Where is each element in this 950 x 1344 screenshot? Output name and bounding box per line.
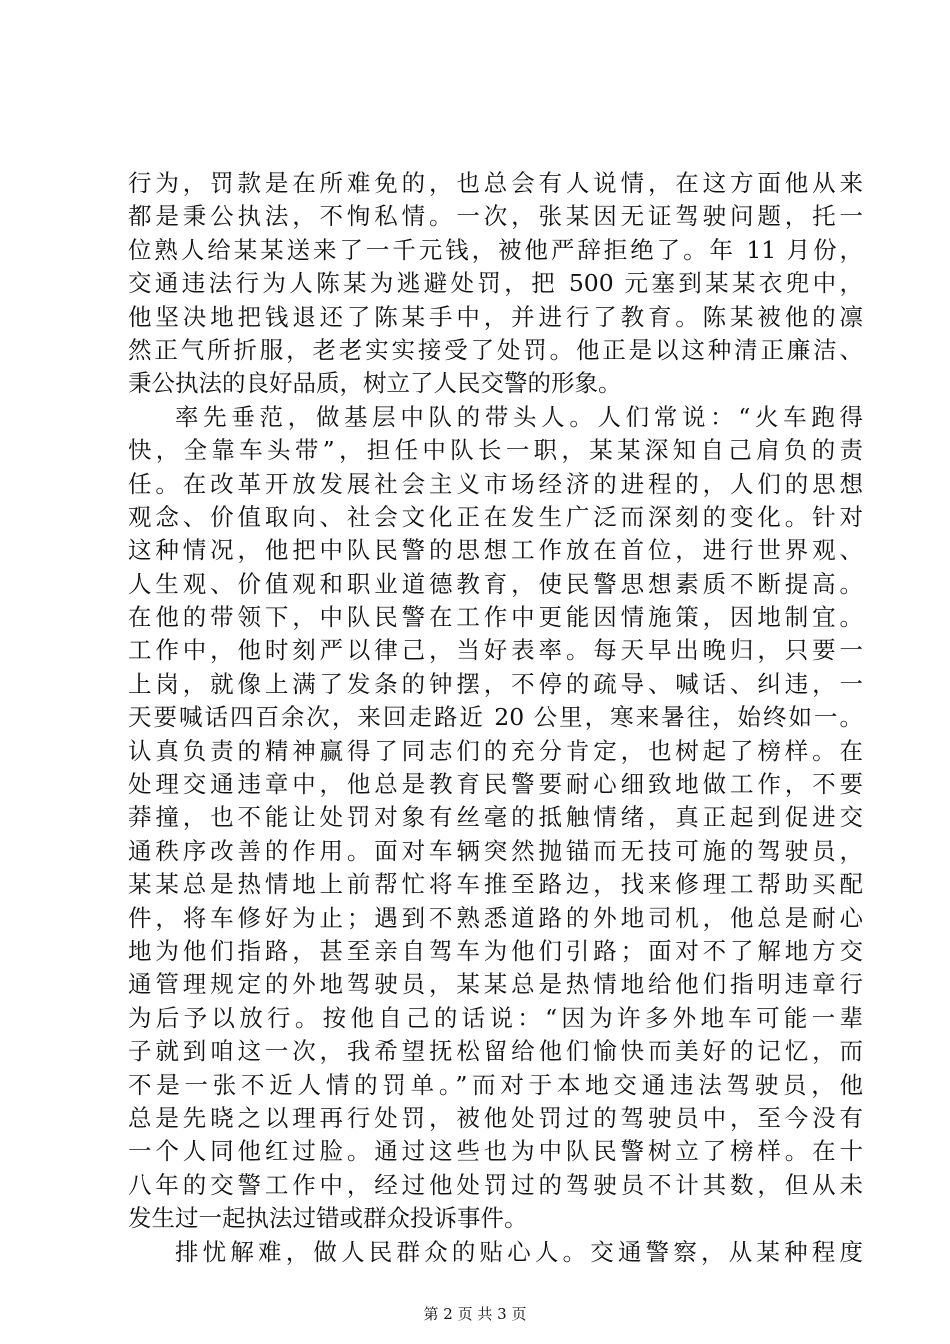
text-line: 总是先晓之以理再行处罚，被他处罚过的驾驶员中，至今没有	[128, 1103, 863, 1132]
text-line: 发生过一起执法过错或群众投诉事件。	[128, 1204, 528, 1233]
text-line: 他坚决地把钱退还了陈某手中，并进行了教育。陈某被他的凛	[128, 302, 863, 331]
text-line: 八年的交警工作中，经过他处罚过的驾驶员不计其数，但从未	[128, 1170, 863, 1199]
document-body	[128, 167, 863, 1269]
text-line: 都是秉公执法，不恂私情。一次，张某因无证驾驶问题，托一	[128, 202, 863, 231]
text-line: 交通违法行为人陈某为逃避处罚，把 500 元塞到某某衣兜中，	[128, 269, 863, 298]
text-line: 然正气所折服，老老实实接受了处罚。他正是以这种清正廉洁、	[128, 335, 863, 364]
text-line: 认真负责的精神赢得了同志们的充分肯定，也树起了榜样。在	[128, 736, 863, 765]
text-line: 件，将车修好为止；遇到不熟悉道路的外地司机，他总是耐心	[128, 903, 863, 932]
text-line: 快，全靠车头带”，担任中队长一职，某某深知自己肩负的责	[128, 436, 863, 465]
text-line: 通管理规定的外地驾驶员，某某总是热情地给他们指明违章行	[128, 970, 863, 999]
text-line: 处理交通违章中，他总是教育民警要耐心细致地做工作，不要	[128, 770, 863, 799]
text-line: 任。在改革开放发展社会主义市场经济的进程的，人们的思想	[128, 469, 863, 498]
text-line: 工作中，他时刻严以律己，当好表率。每天早出晚归，只要一	[128, 636, 863, 665]
text-line: 为后予以放行。按他自己的话说：“因为许多外地车可能一辈	[128, 1003, 863, 1032]
text-line: 通秩序改善的作用。面对车辆突然抛锚而无技可施的驾驶员，	[128, 836, 863, 865]
text-line: 位熟人给某某送来了一千元钱，被他严辞拒绝了。年 11 月份，	[128, 235, 863, 264]
text-line: 在他的带领下，中队民警在工作中更能因情施策，因地制宜。	[128, 603, 863, 632]
text-line: 观念、价值取向、社会文化正在发生广泛而深刻的变化。针对	[128, 502, 863, 531]
text-line: 一个人同他红过脸。通过这些也为中队民警树立了榜样。在十	[128, 1137, 863, 1166]
text-line: 率先垂范，做基层中队的带头人。人们常说：“火车跑得	[175, 402, 863, 431]
text-line: 子就到咱这一次，我希望抚松留给他们愉快而美好的记忆，而	[128, 1037, 863, 1066]
text-line: 上岗，就像上满了发条的钟摆，不停的疏导、喊话、纠违，一	[128, 669, 863, 698]
page-footer: 第 2 页 共 3 页	[423, 1305, 527, 1323]
text-line: 某某总是热情地上前帮忙将车推至路边，找来修理工帮助买配	[128, 870, 863, 899]
text-line: 人生观、价值观和职业道德教育，使民警思想素质不断提高。	[128, 569, 863, 598]
text-line: 排忧解难，做人民群众的贴心人。交通警察，从某种程度	[175, 1237, 863, 1266]
text-line: 地为他们指路，甚至亲自驾车为他们引路；面对不了解地方交	[128, 936, 863, 965]
text-line: 天要喊话四百余次，来回走路近 20 公里，寒来暑往，始终如一。	[128, 703, 863, 732]
text-line: 行为，罚款是在所难免的，也总会有人说情，在这方面他从来	[128, 169, 863, 197]
text-line: 莽撞，也不能让处罚对象有丝毫的抵触情绪，真正起到促进交	[128, 803, 863, 832]
text-line: 不是一张不近人情的罚单。”而对于本地交通违法驾驶员，他	[128, 1070, 863, 1099]
text-line: 秉公执法的良好品质，树立了人民交警的形象。	[128, 369, 622, 398]
text-line: 这种情况，他把中队民警的思想工作放在首位，进行世界观、	[128, 536, 863, 565]
